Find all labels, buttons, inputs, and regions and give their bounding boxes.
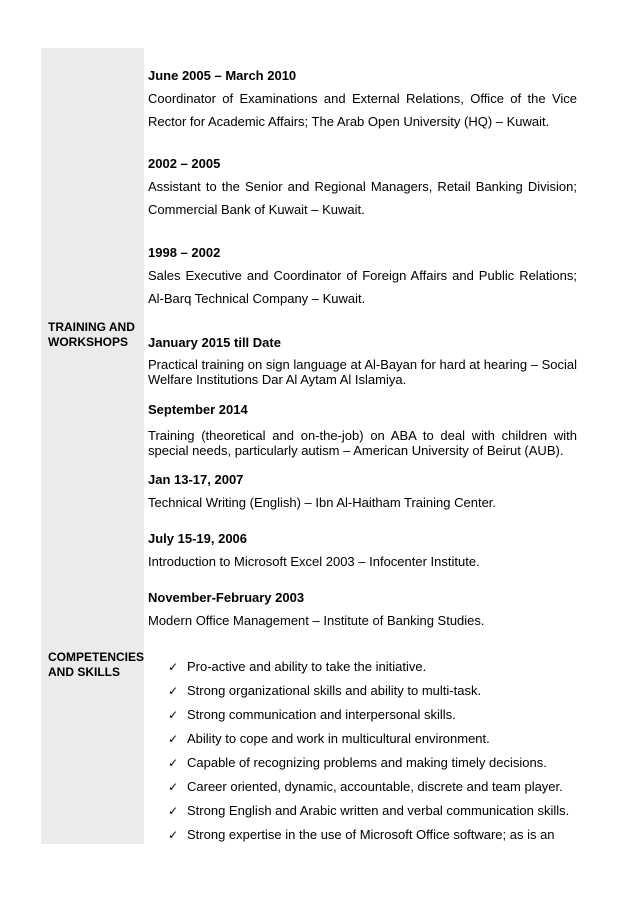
entry-description: Practical training on sign language at Al-Bayan for hard at hearing – Social Welfare Institutions Dar Al Aytam Al Islamiya. [148,357,577,387]
entry-date: Jan 13-17, 2007 [148,472,244,487]
label-line: TRAINING AND [48,320,135,334]
skill-text: Strong English and Arabic written and verbal communication skills. [187,803,570,818]
skill-item [168,751,588,775]
entry-date: January 2015 till Date [148,335,281,350]
skill-item [168,679,588,703]
entry-date: 2002 – 2005 [148,156,221,171]
skill-text: Career oriented, dynamic, accountable, discrete and team player. [187,779,563,794]
training-entry [148,335,577,387]
entry-description: Training (theoretical and on-the-job) on ABA to deal with children with special needs, particularly autism – American University of Beirut (AUB). [148,428,577,458]
training-entry [148,531,577,569]
skill-text: Strong organizational skills and ability to multi-task. [187,683,482,698]
entry-description: Modern Office Management – Institute of Banking Studies. [148,613,485,628]
experience-entry [148,245,577,310]
checkmark-icon: ✓ [168,684,179,698]
skill-text: Ability to cope and work in multicultural environment. [187,731,490,746]
skill-item [168,775,588,799]
skills-section-label [48,650,144,680]
skill-text: Capable of recognizing problems and making timely decisions. [187,755,547,770]
entry-date: June 2005 – March 2010 [148,68,297,83]
training-entry [148,590,577,628]
skill-item [168,799,588,823]
checkmark-icon: ✓ [168,804,179,818]
checkmark-icon: ✓ [168,828,179,842]
label-line: COMPETENCIES [48,650,145,664]
entry-date: 1998 – 2002 [148,245,221,260]
skill-item [168,823,588,847]
checkmark-icon: ✓ [168,780,179,794]
entry-date: September 2014 [148,402,248,417]
training-entry [148,472,577,510]
checkmark-icon: ✓ [168,708,179,722]
skills-list [168,655,588,847]
entry-description: Sales Executive and Coordinator of Foreign Affairs and Public Relations; Al-Barq Technical Company – Kuwait. [148,268,577,306]
skill-text: Pro-active and ability to take the initiative. [187,659,427,674]
skill-item [168,655,588,679]
experience-entry [148,68,577,133]
training-section-label [48,320,135,350]
entry-description: Assistant to the Senior and Regional Managers, Retail Banking Division; Commercial Bank of Kuwait – Kuwait. [148,179,577,217]
skill-item [168,703,588,727]
skill-item [168,727,588,751]
entry-date: November-February 2003 [148,590,305,605]
left-sidebar [41,48,144,844]
entry-description: Coordinator of Examinations and External Relations, Office of the Vice Rector for Academic Affairs; The Arab Open University (HQ) – Kuwait. [148,91,577,129]
checkmark-icon: ✓ [168,660,179,674]
skill-text: Strong expertise in the use of Microsoft Office software; as is an [187,827,555,842]
label-line: WORKSHOPS [48,335,129,349]
label-line: AND SKILLS [48,665,120,679]
entry-description: Introduction to Microsoft Excel 2003 – Infocenter Institute. [148,554,480,569]
skill-text: Strong communication and interpersonal skills. [187,707,456,722]
experience-entry [148,156,577,221]
entry-date: July 15-19, 2006 [148,531,248,546]
checkmark-icon: ✓ [168,732,179,746]
training-entry [148,402,577,458]
entry-description: Technical Writing (English) – Ibn Al-Haitham Training Center. [148,495,497,510]
checkmark-icon: ✓ [168,756,179,770]
